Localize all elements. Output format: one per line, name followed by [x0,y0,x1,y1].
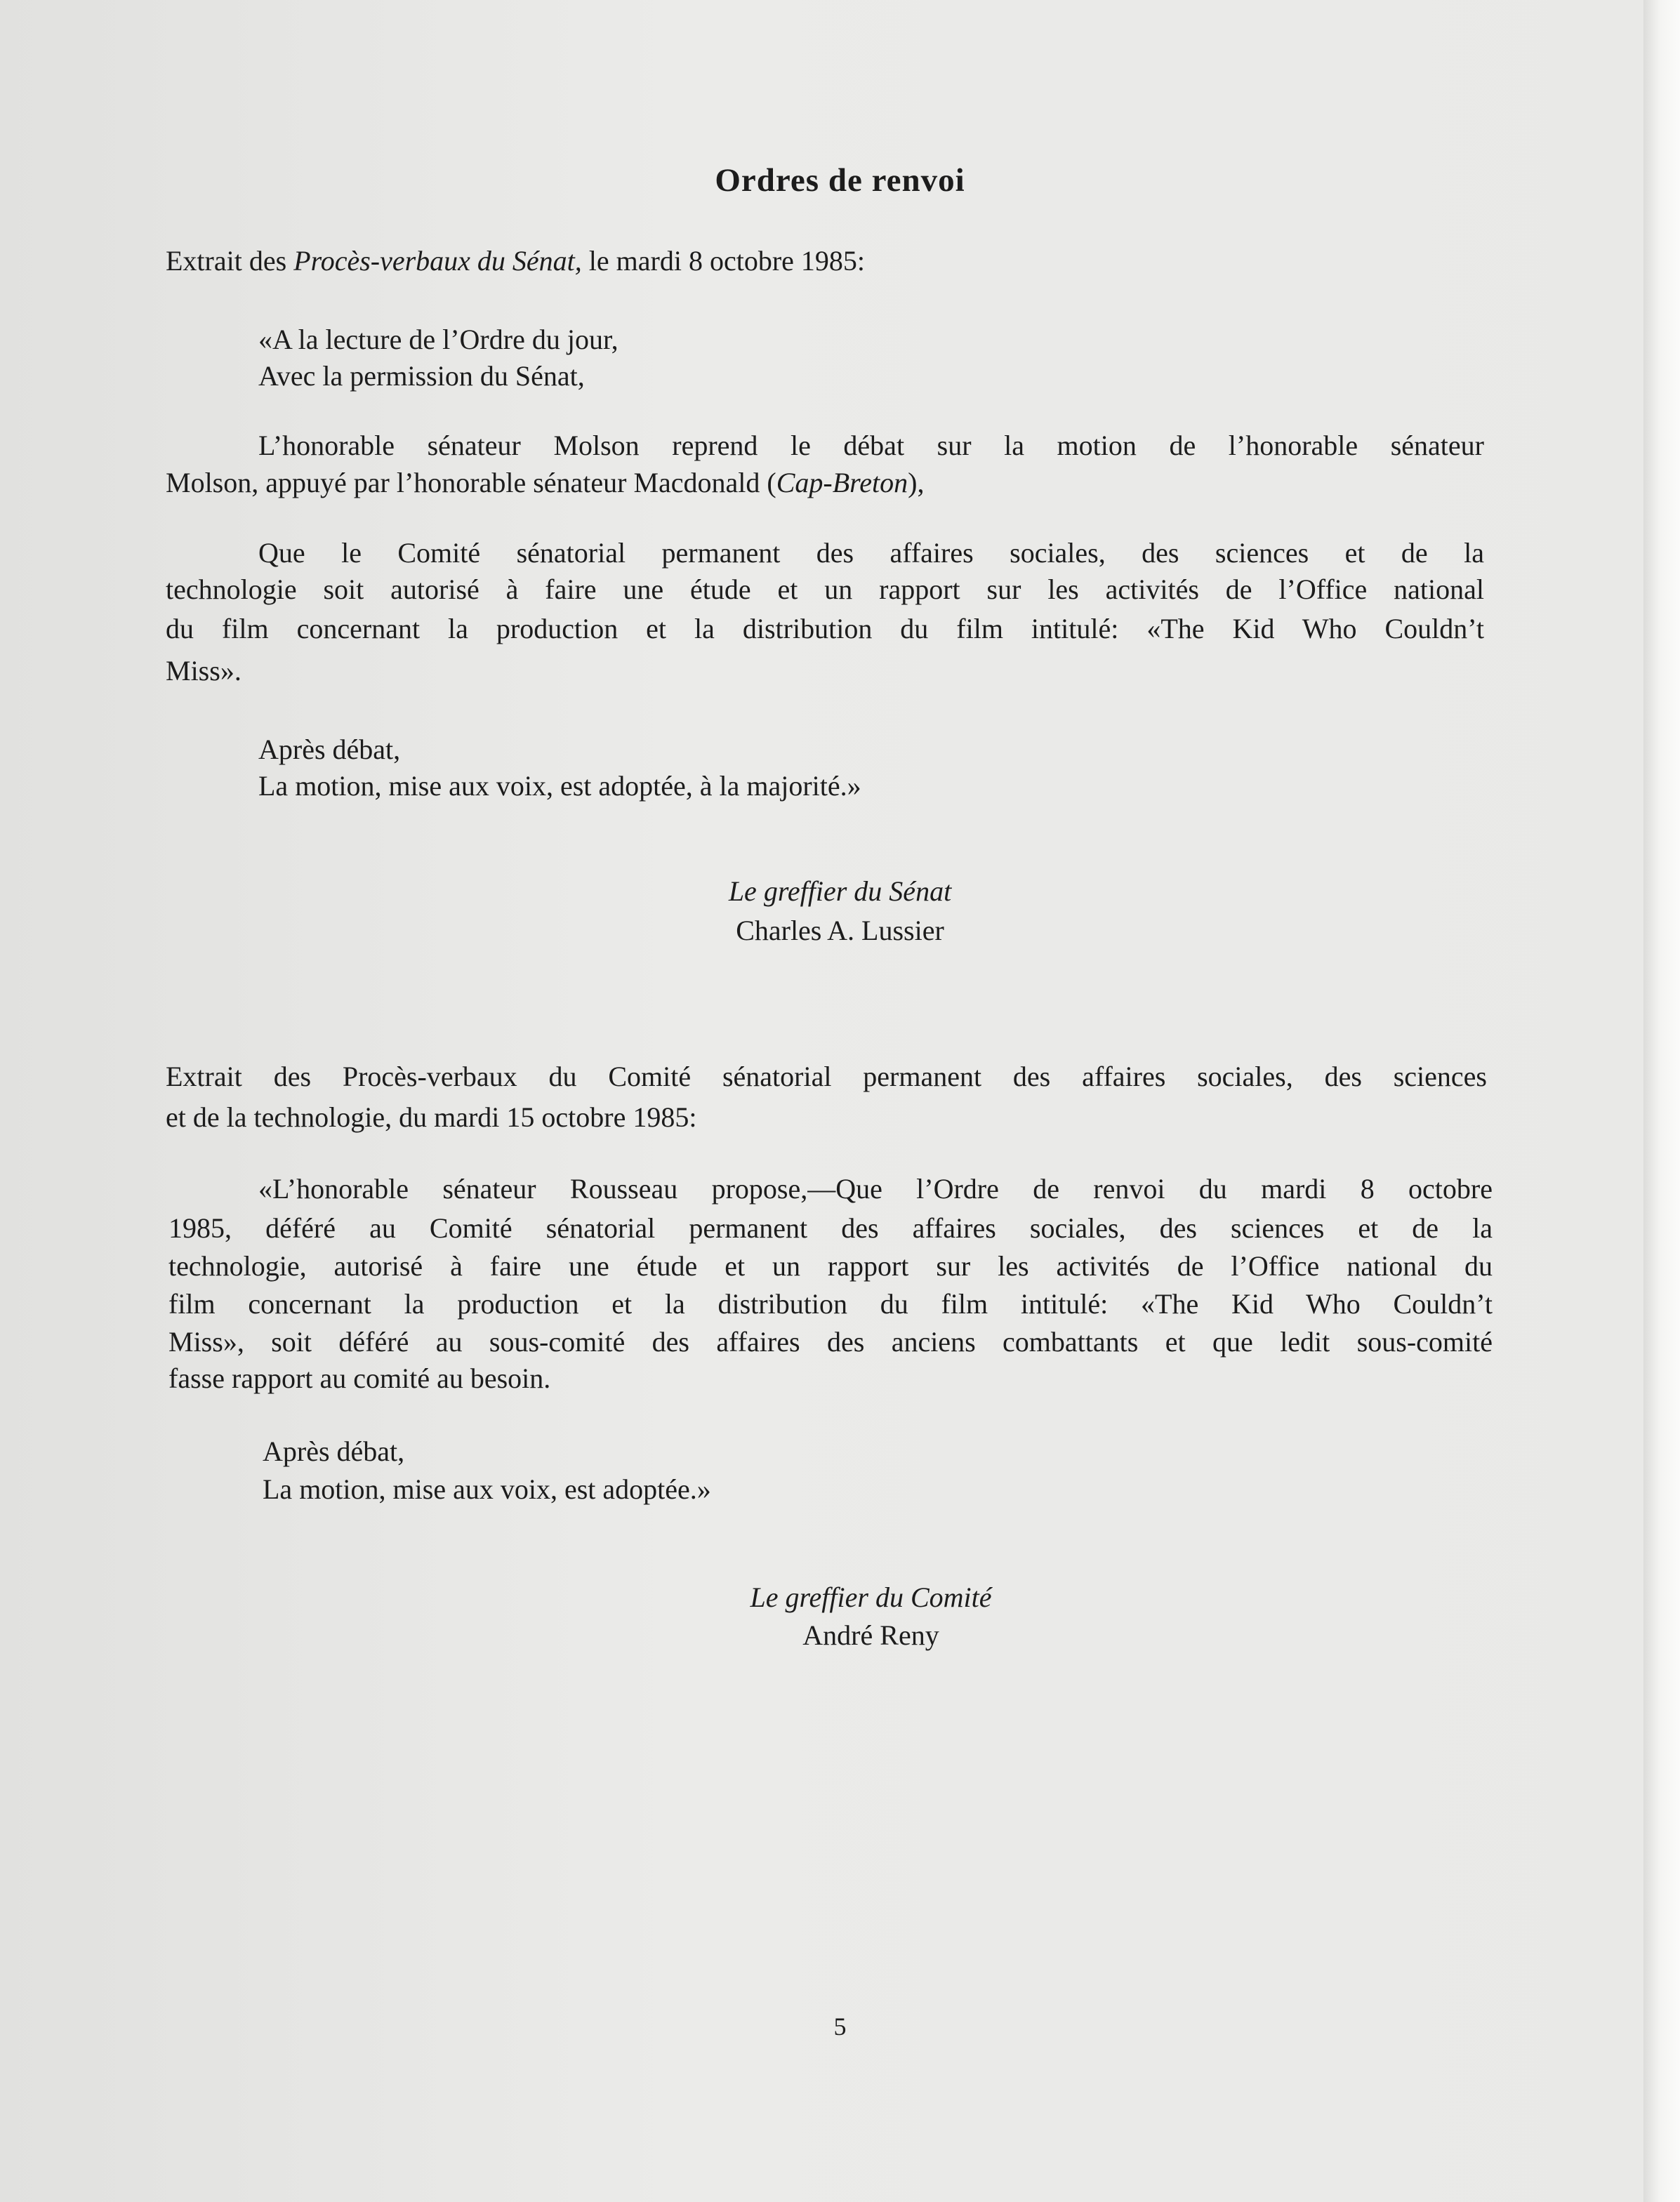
extract1-para1-line1: L’honorable sénateur Molson reprend le débat sur la motion de l’honorable sénateur [258,430,1484,461]
extract1-para1-line2 [166,463,924,503]
extract2-intro-line1: Extrait des Procès-verbaux du Comité sénatorial permanent des affaires sociales, des sciences [166,1061,1487,1092]
extract2-para-line3: technologie, autorisé à faire une étude et un rapport sur les activités de l’Office national du [168,1250,1493,1282]
extract2-clerk-name: André Reny [802,1619,939,1651]
extract2-debate-line1: Après débat, [263,1435,405,1467]
extract1-quote-line2: Avec la permission du Sénat, [258,360,585,392]
extract1-debate-line2: La motion, mise aux voix, est adoptée, à la majorité.» [258,770,861,802]
extract2-clerk-title: Le greffier du Comité [750,1581,992,1613]
extract2-para-line2: 1985, déféré au Comité sénatorial permanent des affaires sociales, des sciences et de la [168,1212,1493,1244]
extract2-intro-line2: et de la technologie, du mardi 15 octobre 1985: [166,1101,697,1133]
extract2-para-line5: Miss», soit déféré au sous-comité des affaires des anciens combattants et que ledit sous-comité [168,1326,1493,1358]
extract2-para-line1: «L’honorable sénateur Rousseau propose,—Que l’Ordre de renvoi du mardi 8 octobre [258,1173,1493,1205]
extract1-clerk-title: Le greffier du Sénat [728,875,952,907]
page-edge [1643,0,1680,2202]
page-title: Ordres de renvoi [715,162,965,199]
extract1-intro-prefix: Extrait des [166,245,294,277]
extract1-para2-line2: technologie soit autorisé à faire une étude et un rapport sur les activités de l’Office national [166,573,1484,605]
extract2-debate-line2: La motion, mise aux voix, est adoptée.» [263,1473,711,1505]
extract1-clerk-name: Charles A. Lussier [736,915,944,946]
extract1-para1-line2-place: Cap-Breton [776,467,908,498]
extract1-para1-line2-suffix: ), [908,467,925,498]
extract1-intro-date: le mardi 8 octobre 1985: [581,245,866,277]
extract1-para2-line3: du film concernant la production et la distribution du film intitulé: «The Kid Who Couldn’t [166,613,1484,644]
extract2-para-line4: film concernant la production et la distribution du film intitulé: «The Kid Who Couldn’t [168,1288,1493,1320]
extract2-para-line6: fasse rapport au comité au besoin. [168,1362,551,1394]
extract1-para1-line2-prefix: Molson, appuyé par l’honorable sénateur Macdonald ( [166,467,776,498]
extract1-quote-line1: «A la lecture de l’Ordre du jour, [258,324,619,355]
extract1-para2-line4: Miss». [166,655,242,687]
extract1-intro-source: Procès-verbaux du Sénat, [293,245,582,277]
extract1-debate-line1: Après débat, [258,734,401,765]
extract1-para2-line1: Que le Comité sénatorial permanent des affaires sociales, des sciences et de la [258,537,1484,569]
extract1-intro [166,241,865,281]
page-number: 5 [833,2012,847,2041]
